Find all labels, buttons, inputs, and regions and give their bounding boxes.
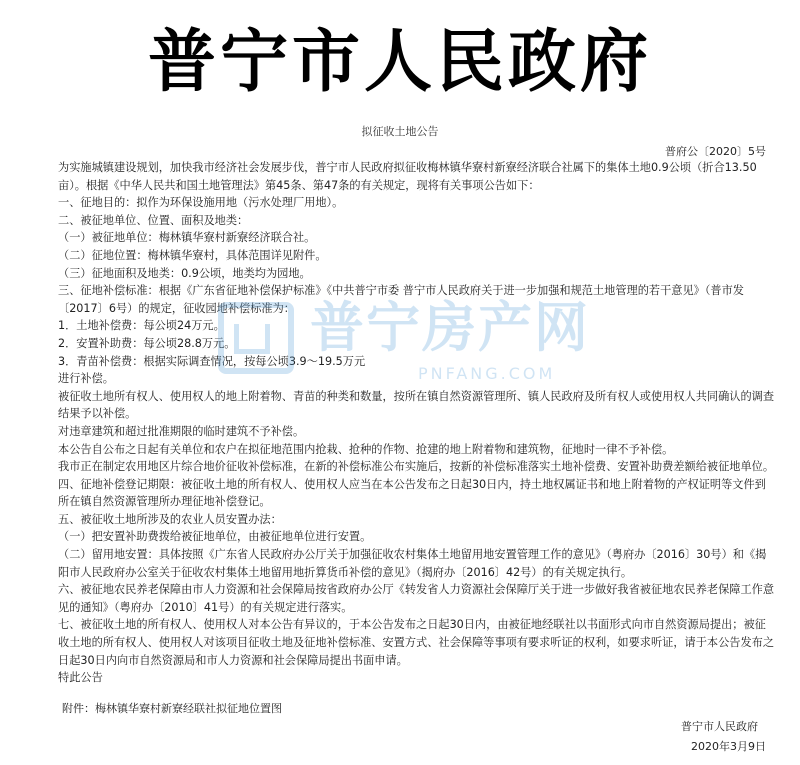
paragraph-resettlement-subsidy: 2．安置补助费：每公顷28.8万元。 [58,336,236,350]
paragraph-resettlement-heading: 五、被征收土地所涉及的农业人员安置办法： [58,512,282,526]
paragraph-new-standard: 我市正在制定农用地区片综合地价征收补偿标准，在新的补偿标准公布实施后，按新的补偿标准落实土地补偿费、安置补助费差额给被征地单位。 [58,460,775,474]
paragraph-registration: 四、征地补偿登记期限：被征收土地的所有权人、使用权人应当在本公告发布之日起30日内，持土地权属证书和地上附着物的产权证明等文件到所在镇自然资源管理所办理征地补偿登记。 [58,477,766,509]
paragraph-purpose: 一、征地目的：拟作为环保设施用地（污水处理厂用地）。 [58,196,344,210]
government-header-title: 普宁市人民政府 [147,22,652,102]
document-number: 普府公〔2020〕5号 [665,145,766,158]
paragraph-closing: 特此公告 [58,671,103,685]
paragraph-no-compensation: 本公告自公布之日起有关单位和农户在拟征地范围内抢栽、抢种的作物、抢建的地上附着物和建筑物，征地时一律不予补偿。 [58,442,674,456]
signature-date: 2020年3月9日 [691,740,766,753]
paragraph-location: （二）征地位置：梅林镇华寮村，具体范围详见附件。 [58,248,327,262]
paragraph-crop-compensation: 3．青苗补偿费：根据实际调查情况，按每公顷3.9～19.5万元 [58,354,366,368]
paragraph-illegal-buildings: 对违章建筑和超过批准期限的临时建筑不予补偿。 [58,424,305,438]
watermark-text: 普宁房产网 [310,296,590,359]
paragraph-crop-compensation-cont: 进行补偿。 [58,372,114,386]
paragraph-pension: 六、被征地农民养老保障由市人力资源和社会保障局按省政府办公厅《转发省人力资源社会保障厅关于进一步做好我省被征地农民养老保障工作意见的通知》（粤府办〔2010〕41号）的有关规定进行落实。 [58,583,775,614]
paragraph-objection: 七、被征收土地的所有权人、使用权人对本公告有异议的，于本公告发布之日起30日内，由被征地经联社以书面形式向市自然资源局提出；被征收土地的所有权人、使用权人对该项目征收土地及征地补偿标准、安置方式、社会保障等事项有要求听证的权利，如要求听证，请于本公告发布之日起30日内向市自然资源局和市人力资源和社会保障局提出书面申请。 [58,618,775,667]
paragraph-resettlement-1: （一）把安置补助费拨给被征地单位，由被征地单位进行安置。 [58,530,372,544]
paragraph-resettlement-2: （二）留用地安置：具体按照《广东省人民政府办公厅关于加强征收农村集体土地留用地安置管理工作的意见》（粤府办〔2016〕30号）和《揭阳市人民政府办公室关于征收农村集体土地留用地折算货币补偿的意见》（揭府办〔2016〕42号）的有关规定执行。 [58,548,767,579]
paragraph-compensation-standard: 三、征地补偿标准：根据《广东省征地补偿保护标准》《中共普宁市委 普宁市人民政府关于进一步加强和规范土地管理的若干意见》（普市发〔2017〕6号）的规定，征收园地补偿标准为： [58,284,744,315]
paragraph-area: （三）征地面积及地类：0.9公顷，地类均为园地。 [58,266,311,280]
watermark-subtext: PNFANG.COM [418,364,556,383]
paragraph-attachments-survey: 被征收土地所有权人、使用权人的地上附着物、青苗的种类和数量，按所在镇自然资源管理所、镇人民政府及所有权人或使用权人共同确认的调查结果予以补偿。 [58,389,775,421]
paragraph-land-compensation: 1．土地补偿费：每公顷24万元。 [58,319,225,333]
document-title: 拟征收土地公告 [361,125,439,138]
paragraph-unit: （一）被征地单位：梅林镇华寮村新寮经济联合社。 [58,231,316,245]
paragraph-intro: 为实施城镇建设规划，加快我市经济社会发展步伐，普宁市人民政府拟征收梅林镇华寮村新寮经济联合社属下的集体土地0.9公顷（折合13.50亩）。根据《中华人民共和国土地管理法》第45条、第47条的有关规定，现将有关事项公告如下： [58,161,757,192]
document-body [58,159,776,687]
attachment-note: 附件：梅林镇华寮村新寮经联社拟征地位置图 [62,702,282,715]
paragraph-unit-heading: 二、被征地单位、位置、面积及地类： [58,213,249,227]
signature-organization: 普宁市人民政府 [681,720,758,733]
